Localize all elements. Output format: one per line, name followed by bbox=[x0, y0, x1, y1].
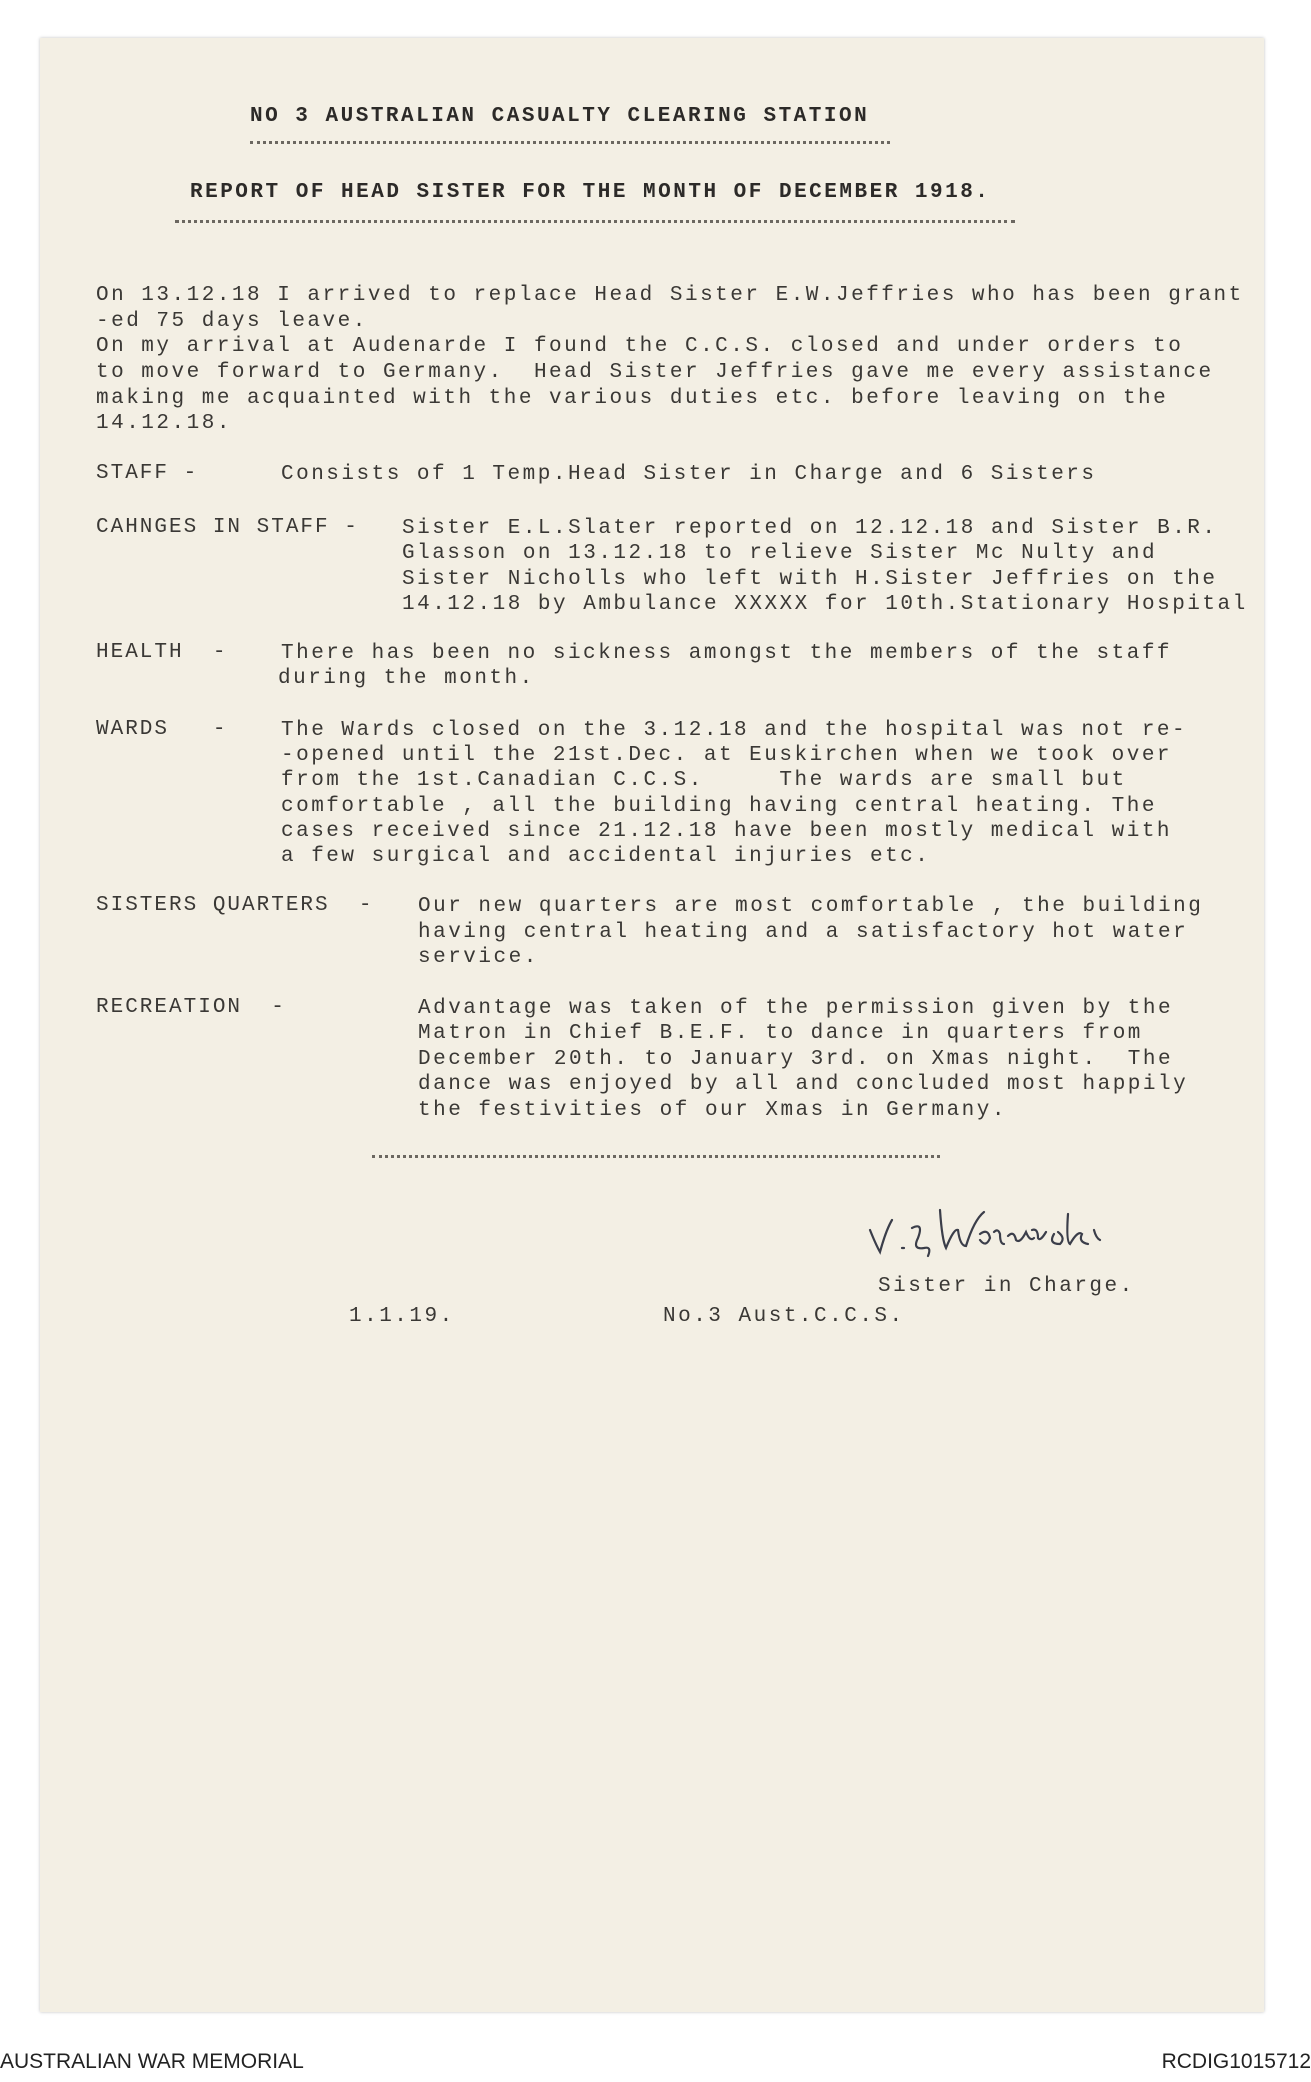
section-label: SISTERS QUARTERS - bbox=[96, 894, 374, 917]
section-line: having central heating and a satisfactory hot water bbox=[418, 921, 1189, 944]
section-line: Matron in Chief B.E.F. to dance in quarters from bbox=[418, 1022, 1143, 1045]
report-date: 1.1.19. bbox=[349, 1305, 455, 1328]
section-line: from the 1st.Canadian C.C.S. The wards are small but bbox=[281, 769, 1127, 792]
section-line: There has been no sickness amongst the members of the staff bbox=[281, 642, 1173, 665]
section-label: STAFF - bbox=[96, 462, 199, 485]
section-line: Our new quarters are most comfortable , the building bbox=[418, 895, 1204, 918]
section-label: CAHNGES IN STAFF - bbox=[96, 516, 359, 539]
section-label: HEALTH - bbox=[96, 641, 228, 664]
footer-item-id: RCDIG1015712 bbox=[1161, 2050, 1311, 2073]
section-line: Sister E.L.Slater reported on 12.12.18 and Sister B.R. bbox=[402, 517, 1218, 540]
section-line: during the month. bbox=[278, 667, 535, 690]
section-line: dance was enjoyed by all and concluded most happily bbox=[418, 1073, 1189, 1096]
section-label: RECREATION - bbox=[96, 996, 286, 1019]
intro-line: -ed 75 days leave. bbox=[96, 310, 368, 333]
subtitle-underline bbox=[175, 220, 1015, 223]
intro-line: to move forward to Germany. Head Sister Jeffries gave me every assistance bbox=[96, 361, 1214, 384]
section-line: the festivities of our Xmas in Germany. bbox=[418, 1099, 1007, 1122]
section-line: December 20th. to January 3rd. on Xmas night. The bbox=[418, 1048, 1174, 1071]
section-label: WARDS - bbox=[96, 718, 228, 741]
section-line: Consists of 1 Temp.Head Sister in Charge and 6 Sisters bbox=[281, 463, 1097, 486]
intro-line: 14.12.18. bbox=[96, 412, 232, 435]
handwritten-signature bbox=[862, 1190, 1152, 1260]
section-line: Glasson on 13.12.18 to relieve Sister Mc Nulty and bbox=[402, 542, 1158, 565]
signatory-role: Sister in Charge. bbox=[878, 1275, 1135, 1298]
intro-line: On my arrival at Audenarde I found the C.C.S. closed and under orders to bbox=[96, 335, 1184, 358]
section-line: 14.12.18 by Ambulance XXXXX for 10th.Stationary Hospital bbox=[402, 593, 1248, 616]
closing-divider bbox=[372, 1155, 940, 1158]
document-subtitle: REPORT OF HEAD SISTER FOR THE MONTH OF DECEMBER 1918. bbox=[190, 181, 991, 204]
intro-line: making me acquainted with the various duties etc. before leaving on the bbox=[96, 387, 1169, 410]
section-line: -opened until the 21st.Dec. at Euskirchen when we took over bbox=[281, 744, 1173, 767]
section-line: The Wards closed on the 3.12.18 and the hospital was not re- bbox=[281, 719, 1188, 742]
unit-name: No.3 Aust.C.C.S. bbox=[663, 1305, 905, 1328]
section-line: Advantage was taken of the permission given by the bbox=[418, 997, 1174, 1020]
section-line: service. bbox=[418, 946, 539, 969]
intro-line: On 13.12.18 I arrived to replace Head Sister E.W.Jeffries who has been grant bbox=[96, 284, 1244, 307]
footer-archive-name: AUSTRALIAN WAR MEMORIAL bbox=[0, 2050, 304, 2073]
section-line: a few surgical and accidental injuries etc. bbox=[281, 845, 931, 868]
section-line: comfortable , all the building having central heating. The bbox=[281, 795, 1157, 818]
section-line: Sister Nicholls who left with H.Sister Jeffries on the bbox=[402, 568, 1218, 591]
document-title: NO 3 AUSTRALIAN CASUALTY CLEARING STATION bbox=[250, 105, 870, 128]
section-line: cases received since 21.12.18 have been mostly medical with bbox=[281, 820, 1173, 843]
title-underline bbox=[250, 141, 890, 144]
